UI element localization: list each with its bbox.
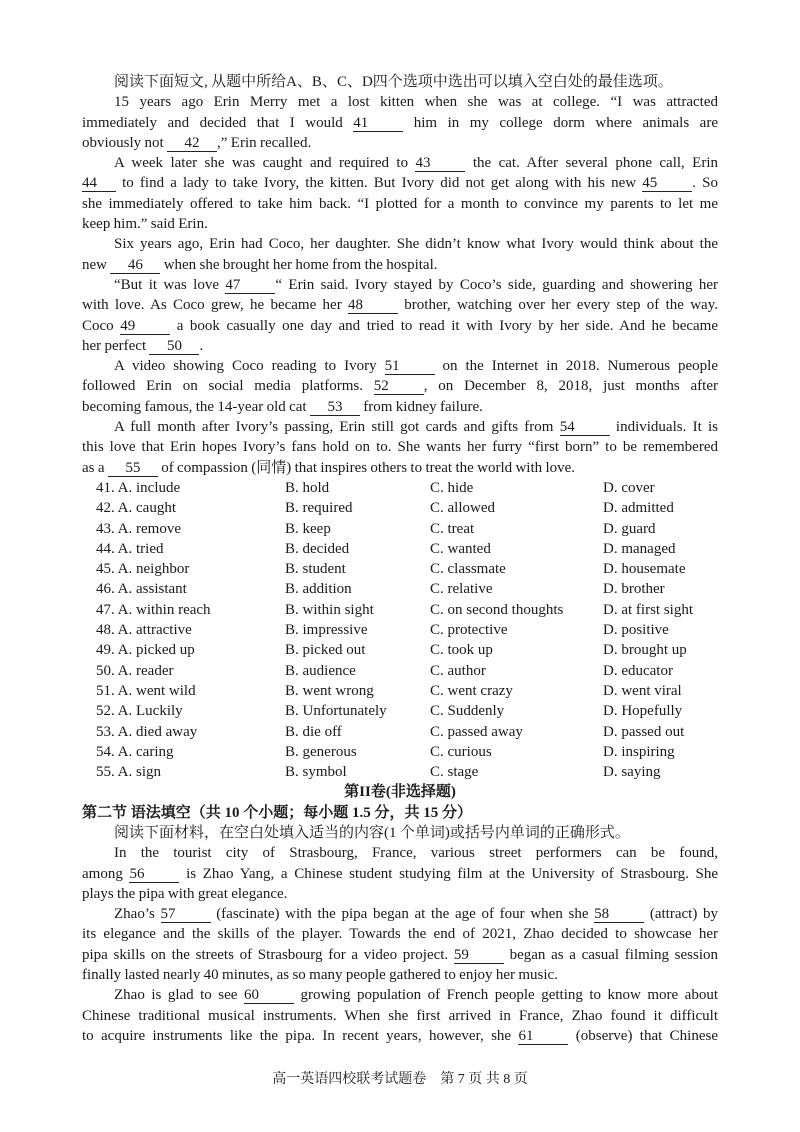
option-c: C. treat [430, 520, 475, 537]
answer-blank: 57 [161, 907, 211, 923]
text-line [82, 356, 718, 376]
text-line [82, 884, 718, 904]
option-a: 55. A. sign [96, 764, 162, 781]
option-b: B. picked out [285, 642, 366, 659]
text-segment: (fascinate) with the pipa began at the age of four when she [210, 906, 595, 923]
option-b: B. Unfortunately [285, 703, 387, 720]
option-b: B. hold [285, 479, 330, 496]
text-segment: among [82, 865, 130, 882]
text-line [82, 255, 718, 275]
answer-blank: 41 [353, 116, 403, 132]
option-row [82, 579, 718, 599]
text-segment: brother, watching over her every step of the way. [398, 297, 718, 314]
answer-blank: 49 [120, 319, 170, 335]
text-segment: keep him.” said Erin. [82, 216, 208, 233]
text-segment: him in my college dorm where animals are [403, 114, 718, 131]
text-segment: when she brought her home from the hospital. [160, 256, 438, 273]
option-b: B. went wrong [285, 682, 374, 699]
option-d: D. cover [603, 479, 655, 496]
text-segment: “ Erin said. Ivory stayed by Coco’s side, guarding and showering her [275, 276, 718, 293]
text-line [82, 234, 718, 254]
option-c: C. classmate [430, 561, 506, 578]
option-d: D. brought up [603, 642, 687, 659]
section-title: 第二节 语法填空（共 10 个小题；每小题 1.5 分，共 15 分） [82, 804, 473, 821]
text-segment: A video showing Coco reading to Ivory [114, 358, 385, 375]
option-a: 53. A. died away [96, 723, 198, 740]
option-c: C. relative [430, 581, 493, 598]
text-segment: followed Erin on social media platforms. [82, 378, 374, 395]
text-line [82, 864, 718, 884]
text-line [82, 1026, 718, 1046]
text-segment: to acquire instruments like the pipa. In recent years, however, she [82, 1027, 519, 1044]
text-line [82, 173, 718, 193]
option-b: B. impressive [285, 622, 368, 639]
option-a: 52. A. Luckily [96, 703, 183, 720]
option-b: B. within sight [285, 601, 374, 618]
text-segment: 阅读下面短文, 从题中所给A、B、C、D四个选项中选出可以填入空白处的最佳选项。 [114, 74, 673, 90]
option-a: 43. A. remove [96, 520, 181, 537]
text-segment: on the Internet in 2018. Numerous people [434, 358, 718, 375]
answer-blank: 50 [149, 339, 199, 355]
option-c: C. allowed [430, 500, 495, 517]
answer-blank: 54 [560, 420, 610, 436]
option-row [82, 498, 718, 518]
option-a: 48. A. attractive [96, 622, 192, 639]
text-segment: becoming famous, the 14-year old cat [82, 398, 310, 415]
text-segment: its elegance and the skills of the player. Towards the end of 2021, Zhao decided to showcase her [82, 926, 718, 943]
option-d: D. positive [603, 622, 669, 639]
text-segment: is Zhao Yang, a Chinese student studying film at the University of Strasbourg. She [179, 865, 718, 882]
option-c: C. author [430, 662, 486, 679]
answer-blank: 52 [374, 379, 424, 395]
option-c: C. protective [430, 622, 508, 639]
text-line [82, 965, 718, 985]
answer-blank: 58 [594, 907, 644, 923]
answer-blank: 47 [225, 278, 275, 294]
answer-blank: 59 [454, 948, 504, 964]
grammar-passage [82, 823, 718, 1046]
text-segment: of compassion (同情) that inspires others to treat the world with love. [157, 459, 576, 476]
text-line [82, 843, 718, 863]
text-segment: new [82, 256, 111, 273]
option-b: B. die off [285, 723, 342, 740]
text-segment: 15 years ago Erin Merry met a lost kitten when she was at college. “I was attracted [114, 94, 718, 111]
text-line [82, 437, 718, 457]
option-a: 46. A. assistant [96, 581, 187, 598]
answer-blank: 48 [348, 298, 398, 314]
text-segment: a book casually one day and tried to read it with Ivory by her side. And he became [170, 317, 718, 334]
text-line [82, 904, 718, 924]
text-segment: Coco [82, 317, 121, 334]
text-line [82, 153, 718, 173]
option-d: D. housemate [603, 561, 686, 578]
option-d: D. educator [603, 662, 673, 679]
option-b: B. audience [285, 662, 356, 679]
option-d: D. brother [603, 581, 665, 598]
text-segment: began as a casual filming session [503, 946, 718, 963]
text-line [82, 214, 718, 234]
option-c: C. Suddenly [430, 703, 505, 720]
option-a: 42. A. caught [96, 500, 176, 517]
text-segment: . So [692, 175, 718, 192]
text-segment: plays the pipa with great elegance. [82, 885, 288, 902]
text-line [82, 924, 718, 944]
text-line [82, 72, 718, 92]
option-c: C. on second thoughts [430, 601, 564, 618]
option-c: C. hide [430, 479, 474, 496]
text-segment: with love. As Coco grew, he became her [82, 297, 348, 314]
option-a: 41. A. include [96, 479, 181, 496]
volume-title: 第II卷(非选择题) [344, 784, 456, 801]
option-a: 47. A. within reach [96, 601, 211, 618]
answer-blank: 56 [129, 867, 179, 883]
option-b: B. decided [285, 540, 350, 557]
option-b: B. addition [285, 581, 352, 598]
text-segment: . [199, 337, 204, 354]
exam-page [82, 72, 718, 1046]
text-segment: from kidney failure. [359, 398, 483, 415]
option-row [82, 559, 718, 579]
text-segment: her perfect [82, 337, 150, 354]
text-segment: as a [82, 459, 108, 476]
option-row [82, 722, 718, 742]
text-segment: A full month after Ivory’s passing, Erin still got cards and gifts from [114, 419, 560, 436]
text-segment: finally lasted nearly 40 minutes, as so many people gathered to enjoy her music. [82, 967, 558, 984]
text-line [82, 985, 718, 1005]
text-line [82, 397, 718, 417]
text-segment: obviously not [82, 134, 168, 151]
text-segment: Chinese traditional musical instruments. When she first arrived in France, Zhao found it difficult [82, 1007, 718, 1024]
answer-blank: 61 [518, 1029, 568, 1045]
text-line [82, 945, 718, 965]
option-c: C. wanted [430, 540, 491, 557]
option-b: B. required [285, 500, 353, 517]
option-row [82, 539, 718, 559]
cloze-passage [82, 72, 718, 478]
option-c: C. stage [430, 764, 479, 781]
option-row [82, 620, 718, 640]
option-d: D. guard [603, 520, 656, 537]
text-line [82, 458, 718, 478]
answer-blank: 60 [244, 988, 294, 1004]
text-line [82, 113, 718, 133]
option-d: D. passed out [603, 723, 685, 740]
option-row [82, 640, 718, 660]
option-row [82, 519, 718, 539]
option-a: 45. A. neighbor [96, 561, 190, 578]
answer-blank: 53 [310, 400, 360, 416]
text-segment: she immediately offered to take him back. “I plotted for a month to convince my parents to let me [82, 195, 718, 212]
text-segment: growing population of French people getting to know more about [293, 987, 718, 1004]
option-row [82, 661, 718, 681]
option-d: D. Hopefully [603, 703, 683, 720]
option-d: D. saying [603, 764, 661, 781]
text-line [82, 376, 718, 396]
text-segment: (attract) by [644, 906, 718, 923]
option-b: B. symbol [285, 764, 347, 781]
option-b: B. student [285, 561, 346, 578]
option-c: C. curious [430, 743, 492, 760]
option-c: C. took up [430, 642, 493, 659]
text-segment: 阅读下面材料，在空白处填入适当的内容(1 个单词)或括号内单词的正确形式。 [114, 824, 630, 841]
text-line [82, 92, 718, 112]
option-a: 54. A. caring [96, 743, 174, 760]
option-row [82, 478, 718, 498]
text-segment: A week later she was caught and required to [114, 155, 416, 172]
answer-blank: 55 [108, 461, 158, 477]
option-c: C. passed away [430, 723, 523, 740]
text-line [82, 194, 718, 214]
option-row [82, 681, 718, 701]
answer-blank: 44 [82, 176, 116, 192]
answer-blank: 43 [415, 156, 465, 172]
text-line [82, 336, 718, 356]
text-segment: individuals. It is [609, 419, 718, 436]
answer-blank: 51 [385, 359, 435, 375]
option-a: 49. A. picked up [96, 642, 195, 659]
option-a: 50. A. reader [96, 662, 174, 679]
answer-blank: 45 [642, 176, 692, 192]
option-d: D. went viral [603, 682, 682, 699]
text-line [82, 417, 718, 437]
text-line [82, 316, 718, 336]
text-segment: (observe) that Chinese [568, 1027, 718, 1044]
text-segment: “But it was love [114, 276, 226, 293]
option-d: D. at first sight [603, 601, 693, 618]
option-a: 51. A. went wild [96, 682, 196, 699]
text-segment: In the tourist city of Strasbourg, France, various street performers can be found, [114, 845, 718, 862]
text-segment: to find a lady to take Ivory, the kitten. But Ivory did not get along with his new [116, 175, 643, 192]
text-segment: Zhao’s [114, 906, 161, 923]
option-c: C. went crazy [430, 682, 513, 699]
text-segment: ,” Erin recalled. [217, 134, 312, 151]
option-d: D. admitted [603, 500, 674, 517]
answer-blank: 42 [167, 136, 217, 152]
text-line [82, 295, 718, 315]
option-d: D. inspiring [603, 743, 675, 760]
option-d: D. managed [603, 540, 676, 557]
text-line [82, 823, 718, 843]
text-line [82, 133, 718, 153]
text-segment: Zhao is glad to see [114, 987, 244, 1004]
text-segment: , on December 8, 2018, just months after [423, 378, 718, 395]
option-row [82, 701, 718, 721]
text-line [82, 275, 718, 295]
text-segment: Six years ago, Erin had Coco, her daughter. She didn’t know what Ivory would think about the [114, 236, 718, 253]
option-row [82, 600, 718, 620]
text-segment: the cat. After several phone call, Erin [465, 155, 718, 172]
options-list [82, 478, 718, 782]
option-b: B. generous [285, 743, 357, 760]
text-line [82, 1006, 718, 1026]
page-footer: 高一英语四校联考试题卷 第 7 页 共 8 页 [272, 1072, 528, 1087]
option-row [82, 762, 718, 782]
option-a: 44. A. tried [96, 540, 164, 557]
text-segment: this love that Erin hopes Ivory’s fans hold on to. She wants her furry “first born” to be remembered [82, 439, 718, 456]
option-b: B. keep [285, 520, 331, 537]
option-row [82, 742, 718, 762]
text-segment: immediately and decided that I would [82, 114, 354, 131]
text-segment: pipa skills on the streets of Strasbourg for a video project. [82, 946, 454, 963]
answer-blank: 46 [110, 258, 160, 274]
